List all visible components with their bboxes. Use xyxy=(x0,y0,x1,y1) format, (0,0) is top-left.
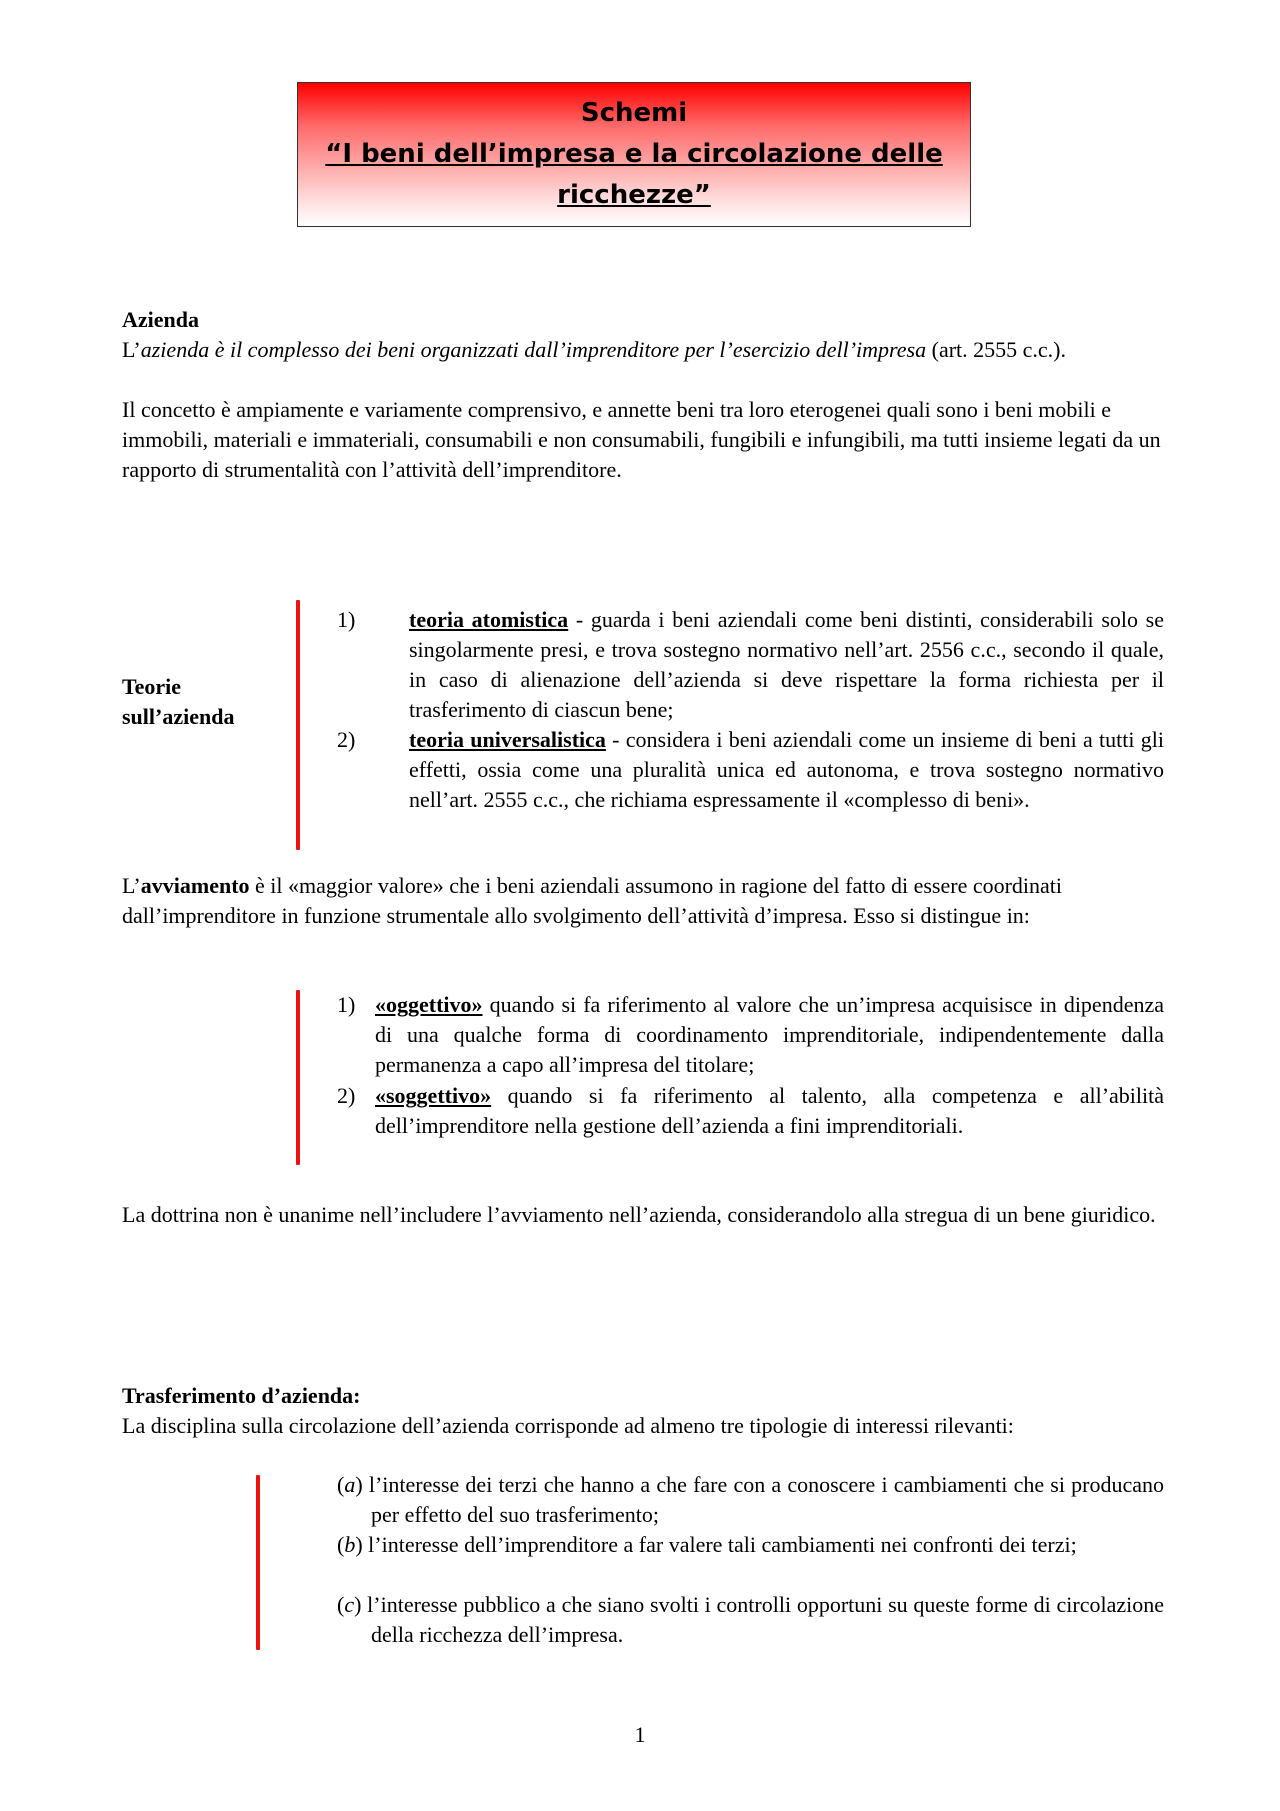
avviamento-term: avviamento xyxy=(140,873,250,898)
trasferimento-item-b-letter: b xyxy=(344,1532,356,1557)
trasferimento-heading: Trasferimento d’azienda: xyxy=(122,1383,361,1408)
avviamento-item-2-text: quando si fa riferimento al talento, alla competenza e all’abilità dell’imprenditore nella gestione dell’azienda a fini imprenditoriali. xyxy=(375,1083,1164,1138)
teorie-item-2 xyxy=(409,725,1164,815)
trasferimento-item-a-text: l’interesse dei terzi che hanno a che fare con a conoscere i cambiamenti che si producano per effetto del suo trasferimento; xyxy=(362,1472,1164,1527)
trasferimento-item-a-letter: a xyxy=(344,1472,356,1497)
avviamento-item-2-term: «soggettivo» xyxy=(375,1083,492,1108)
trasferimento-item-b: (b) l’interesse dell’imprenditore a far valere tali cambiamenti nei confronti dei terzi; xyxy=(337,1532,1077,1557)
title-line-1: Schemi xyxy=(580,98,688,128)
avviamento-item-1-text: quando si fa riferimento al valore che un’impresa acquisisce in dipendenza di una qualche forma di coordinamento imprenditoriale, indipendentemente dalla permanenza a capo all’impresa del titolare; xyxy=(375,992,1164,1077)
teorie-label xyxy=(122,672,282,732)
teorie-label-line-2: sull’azienda xyxy=(122,704,235,729)
teorie-item-1 xyxy=(409,605,1164,725)
teorie-accent-bar xyxy=(296,600,300,850)
avviamento-item-1-number: 1) xyxy=(337,992,356,1017)
def-prefix: L’ xyxy=(122,337,141,362)
def-suffix: (art. 2555 c.c.). xyxy=(926,337,1067,362)
trasferimento-intro: La disciplina sulla circolazione dell’azienda corrisponde ad almeno tre tipologie di interessi rilevanti: xyxy=(122,1413,1014,1438)
avviamento-item-1 xyxy=(375,990,1164,1080)
teorie-item-2-term: teoria universalistica xyxy=(409,727,606,752)
avviamento-prefix: L’ xyxy=(122,873,141,898)
trasferimento-item-b-text: l’interesse dell’imprenditore a far valere tali cambiamenti nei confronti dei terzi; xyxy=(362,1532,1077,1557)
avviamento-item-2 xyxy=(375,1081,1164,1141)
avviamento-text: è il «maggior valore» che i beni aziendali assumono in ragione del fatto di essere coordinati dall’imprenditore in funzione strumentale allo svolgimento dell’attività d’impresa. Esso si distingue in: xyxy=(122,873,1063,928)
avviamento-note: La dottrina non è unanime nell’includere l’avviamento nell’azienda, considerandolo alla stregua di un bene giuridico. xyxy=(122,1202,1156,1227)
trasferimento-item-c-text: l’interesse pubblico a che siano svolti i controlli opportuni su queste forme di circolazione della ricchezza dell’impresa. xyxy=(361,1592,1164,1647)
teorie-item-1-text: - guarda i beni aziendali come beni distinti, considerabili solo se singolarmente presi, e trova sostegno normativo nell’art. 2556 c.c., secondo il quale, in caso di alienazione dell’azienda si deve rispettare la forma richiesta per il trasferimento di ciascun bene; xyxy=(409,607,1165,722)
avviamento-accent-bar xyxy=(296,990,300,1165)
teorie-label-line-1: Teorie xyxy=(122,674,182,699)
azienda-definition xyxy=(122,335,1162,365)
trasferimento-item-c-letter: c xyxy=(344,1592,355,1617)
trasferimento-item-a: (a) l’interesse dei terzi che hanno a che fare con a conoscere i cambiamenti che si producano per effetto del suo trasferimento; xyxy=(337,1472,1164,1527)
avviamento-item-1-term: «oggettivo» xyxy=(375,992,483,1017)
avviamento-item-2-number: 2) xyxy=(337,1083,356,1108)
page-number: 1 xyxy=(634,1722,646,1747)
avviamento-paragraph xyxy=(122,871,1162,931)
def-italic: azienda è il complesso dei beni organizzati dall’imprenditore per l’esercizio dell’impresa xyxy=(140,337,927,362)
azienda-paragraph: Il concetto è ampiamente e variamente comprensivo, e annette beni tra loro eterogenei quali sono i beni mobili e immobili, materiali e immateriali, consumabili e non consumabili, fungibili e infungibili, ma tutti insieme legati da un rapporto di strumentalità con l’attività dell’imprenditore. xyxy=(122,397,1161,482)
azienda-heading: Azienda xyxy=(122,307,199,332)
title-line-3: ricchezze” xyxy=(557,180,711,210)
teorie-item-2-text: - considera i beni aziendali come un insieme di beni a tutti gli effetti, ossia come una pluralità unica ed autonoma, e trova sostegno normativo nell’art. 2555 c.c., che richiama espressamente il «complesso di beni». xyxy=(409,727,1164,812)
teorie-item-1-number: 1) xyxy=(337,607,356,632)
trasferimento-item-c: (c) l’interesse pubblico a che siano svolti i controlli opportuni su queste forme di circolazione della ricchezza dell’impresa. xyxy=(337,1592,1164,1647)
teorie-item-1-term: teoria atomistica xyxy=(409,607,569,632)
trasferimento-accent-bar xyxy=(256,1475,260,1650)
teorie-item-2-number: 2) xyxy=(337,727,356,752)
title-line-2: “I beni dell’impresa e la circolazione delle xyxy=(325,139,943,169)
title-box xyxy=(297,82,971,227)
